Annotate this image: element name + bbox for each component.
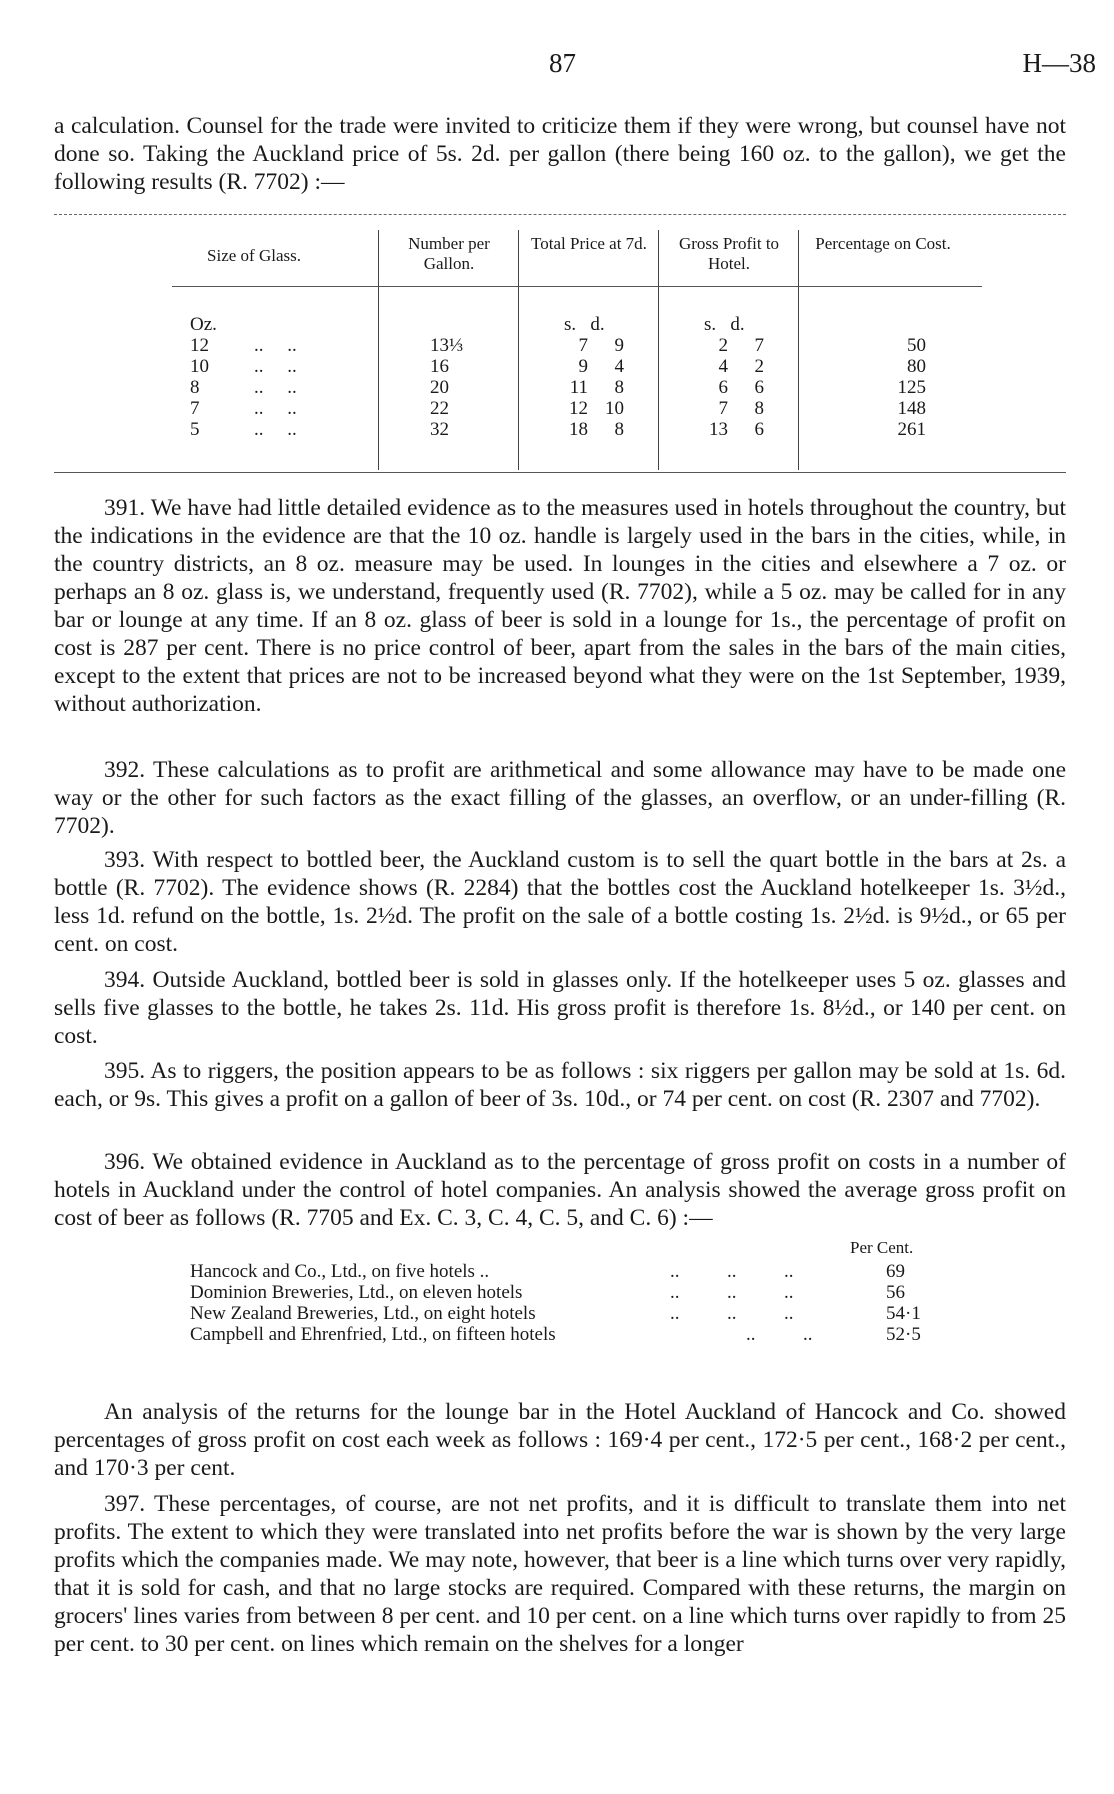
company-percent: 69	[886, 1261, 905, 1282]
row-number: 16	[430, 356, 449, 377]
row-number: 20	[430, 377, 449, 398]
company-percent: 54·1	[886, 1303, 921, 1324]
row-percent: 50	[907, 335, 926, 356]
list-item	[190, 1324, 970, 1345]
paragraph-391: 391. We have had little detailed evidence as to the measures used in hotels throughout the country, but the indications in the evidence are that the 10 oz. handle is largely used in the bars in the cities, while, in the country districts, an 8 oz. measure may be used. In lounges in the cities and elsewhere a 7 oz. or perhaps an 8 oz. glass is, we understand, frequently used (R. 7702), while a 5 oz. may be called for in any bar or lounge at any time. If an 8 oz. glass of beer is sold in a lounge for 1s., the percentage of profit on cost is 287 per cent. There is no price control of beer, apart from the sales in the bars of the main cities, except to the extent that prices are not to be increased beyond what they were on the 1st September, 1939, without authorization.	[54, 495, 1066, 717]
row-profit-s: 2	[718, 335, 728, 356]
paragraph-397: 397. These percentages, of course, are not net profits, and it is difficult to translate them into net profits. The extent to which they were translated into net profits before the war is shown by the very large profits which the companies made. We may note, however, that beer is a line which turns over very rapidly, that it is sold for cash, and that no large stocks are required. Compared with these returns, the margin on grocers' lines varies from between 8 per cent. and 10 per cent. on a line which turns over rapidly to from 25 per cent. to 30 per cent. on lines which remain on the shelves for a longer	[54, 1491, 1066, 1657]
glass-profit-table	[54, 222, 1066, 472]
row-price-d: 4	[614, 356, 624, 377]
company-name: New Zealand Breweries, Ltd., on eight hotels	[190, 1303, 536, 1324]
intro-paragraph: a calculation. Counsel for the trade were invited to criticize them if they were wrong, but counsel have not done so. Taking the Auckland price of 5s. 2d. per gallon (there being 160 oz. to the gallon), we get the following results (R. 7702) :—	[54, 113, 1066, 195]
row-profit-d: 8	[754, 398, 764, 419]
row-size: 12	[190, 335, 209, 356]
page-number: 87	[549, 48, 576, 78]
row-number: 22	[430, 398, 449, 419]
table-top-rule	[54, 214, 1066, 215]
row-number: 32	[430, 419, 449, 440]
unit-size: Oz.	[190, 314, 217, 335]
paragraph-396: 396. We obtained evidence in Auckland as to the percentage of gross profit on costs in a number of hotels in Auckland under the control of hotel companies. An analysis showed the average gross profit on cost of beer as follows (R. 7705 and Ex. C. 3, C. 4, C. 5, and C. 6) :—	[54, 1149, 1066, 1231]
row-percent: 148	[897, 398, 926, 419]
row-percent: 125	[897, 377, 926, 398]
company-name: Campbell and Ehrenfried, Ltd., on fifteen hotels	[190, 1324, 556, 1345]
company-name: Dominion Breweries, Ltd., on eleven hotels	[190, 1282, 523, 1303]
row-price-s: 18	[569, 419, 588, 440]
header-size: Size of Glass.	[207, 246, 301, 265]
row-dots: .. ..	[254, 398, 297, 419]
col-divider-3	[658, 230, 659, 470]
row-dots: .. ..	[254, 356, 297, 377]
row-dots: .. ..	[254, 335, 297, 356]
row-profit-d: 2	[754, 356, 764, 377]
leader-dots: .. .. ..	[670, 1282, 794, 1303]
list-item	[190, 1261, 970, 1282]
document-reference: H—38	[1022, 48, 1096, 78]
row-price-s: 7	[578, 335, 588, 356]
unit-profit: s. d.	[704, 314, 745, 335]
col-divider-1	[378, 230, 379, 470]
paragraph-392: 392. These calculations as to profit are arithmetical and some allowance may have to be made one way or the other for such factors as the exact filling of the glasses, an overflow, or an under-filling (R. 7702).	[54, 757, 1066, 839]
leader-dots: .. .. ..	[670, 1303, 794, 1324]
row-size: 5	[190, 419, 200, 440]
row-profit-s: 7	[718, 398, 728, 419]
row-price-d: 9	[614, 335, 624, 356]
row-profit-d: 6	[754, 419, 764, 440]
row-number: 13⅓	[430, 335, 464, 356]
paragraph-396-analysis: An analysis of the returns for the lounge bar in the Hotel Auckland of Hancock and Co. showed percentages of gross profit on cost each week as follows : 169·4 per cent., 172·5 per cent., 168·2 per cent., and 170·3 per cent.	[54, 1399, 1066, 1481]
row-price-d: 8	[614, 377, 624, 398]
row-profit-s: 6	[718, 377, 728, 398]
row-profit-d: 6	[754, 377, 764, 398]
list-header-per-cent: Per Cent.	[850, 1238, 914, 1257]
header-price: Total Price at 7d.	[531, 234, 647, 253]
row-profit-d: 7	[754, 335, 764, 356]
row-size: 7	[190, 398, 200, 419]
header-profit: Gross Profit to Hotel.	[678, 234, 780, 273]
row-percent: 261	[897, 419, 926, 440]
company-percent: 56	[886, 1282, 905, 1303]
row-size: 8	[190, 377, 200, 398]
header-number: Number per Gallon.	[408, 234, 490, 273]
header-rule	[172, 286, 982, 287]
page-header	[0, 48, 1114, 88]
row-price-s: 9	[578, 356, 588, 377]
paragraph-395: 395. As to riggers, the position appears to be as follows : six riggers per gallon may be sold at 1s. 6d. each, or 9s. This gives a profit on a gallon of beer of 3s. 10d., or 74 per cent. on cost (R. 2307 and 7702).	[54, 1058, 1066, 1112]
leader-dots: .. .. ..	[670, 1261, 794, 1282]
row-percent: 80	[907, 356, 926, 377]
row-price-s: 12	[569, 398, 588, 419]
col-divider-2	[518, 230, 519, 470]
paragraph-393: 393. With respect to bottled beer, the Auckland custom is to sell the quart bottle in the bars at 2s. a bottle (R. 7702). The evidence shows (R. 2284) that the bottles cost the Auckland hotelkeeper 1s. 3½d., less 1d. refund on the bottle, 1s. 2½d. The profit on the sale of a bottle costing 1s. 2½d. is 9½d., or 65 per cent. on cost.	[54, 847, 1066, 957]
table-bottom-rule	[54, 472, 1066, 473]
row-profit-s: 13	[709, 419, 728, 440]
unit-price: s. d.	[564, 314, 605, 335]
list-item	[190, 1303, 970, 1324]
row-price-d: 8	[614, 419, 624, 440]
row-dots: .. ..	[254, 377, 297, 398]
leader-dots: .. ..	[746, 1324, 813, 1345]
company-profit-list	[190, 1238, 970, 1345]
row-price-d: 10	[605, 398, 624, 419]
paragraph-394: 394. Outside Auckland, bottled beer is sold in glasses only. If the hotelkeeper uses 5 oz. glasses and sells five glasses to the bottle, he takes 2s. 11d. His gross profit is therefore 1s. 8½d., or 140 per cent. on cost.	[54, 967, 1066, 1049]
row-price-s: 11	[569, 377, 588, 398]
row-dots: .. ..	[254, 419, 297, 440]
col-divider-4	[798, 230, 799, 470]
list-item	[190, 1282, 970, 1303]
company-name: Hancock and Co., Ltd., on five hotels ..	[190, 1261, 490, 1282]
row-profit-s: 4	[718, 356, 728, 377]
company-percent: 52·5	[886, 1324, 921, 1345]
row-size: 10	[190, 356, 209, 377]
header-percent: Percentage on Cost.	[815, 234, 951, 253]
